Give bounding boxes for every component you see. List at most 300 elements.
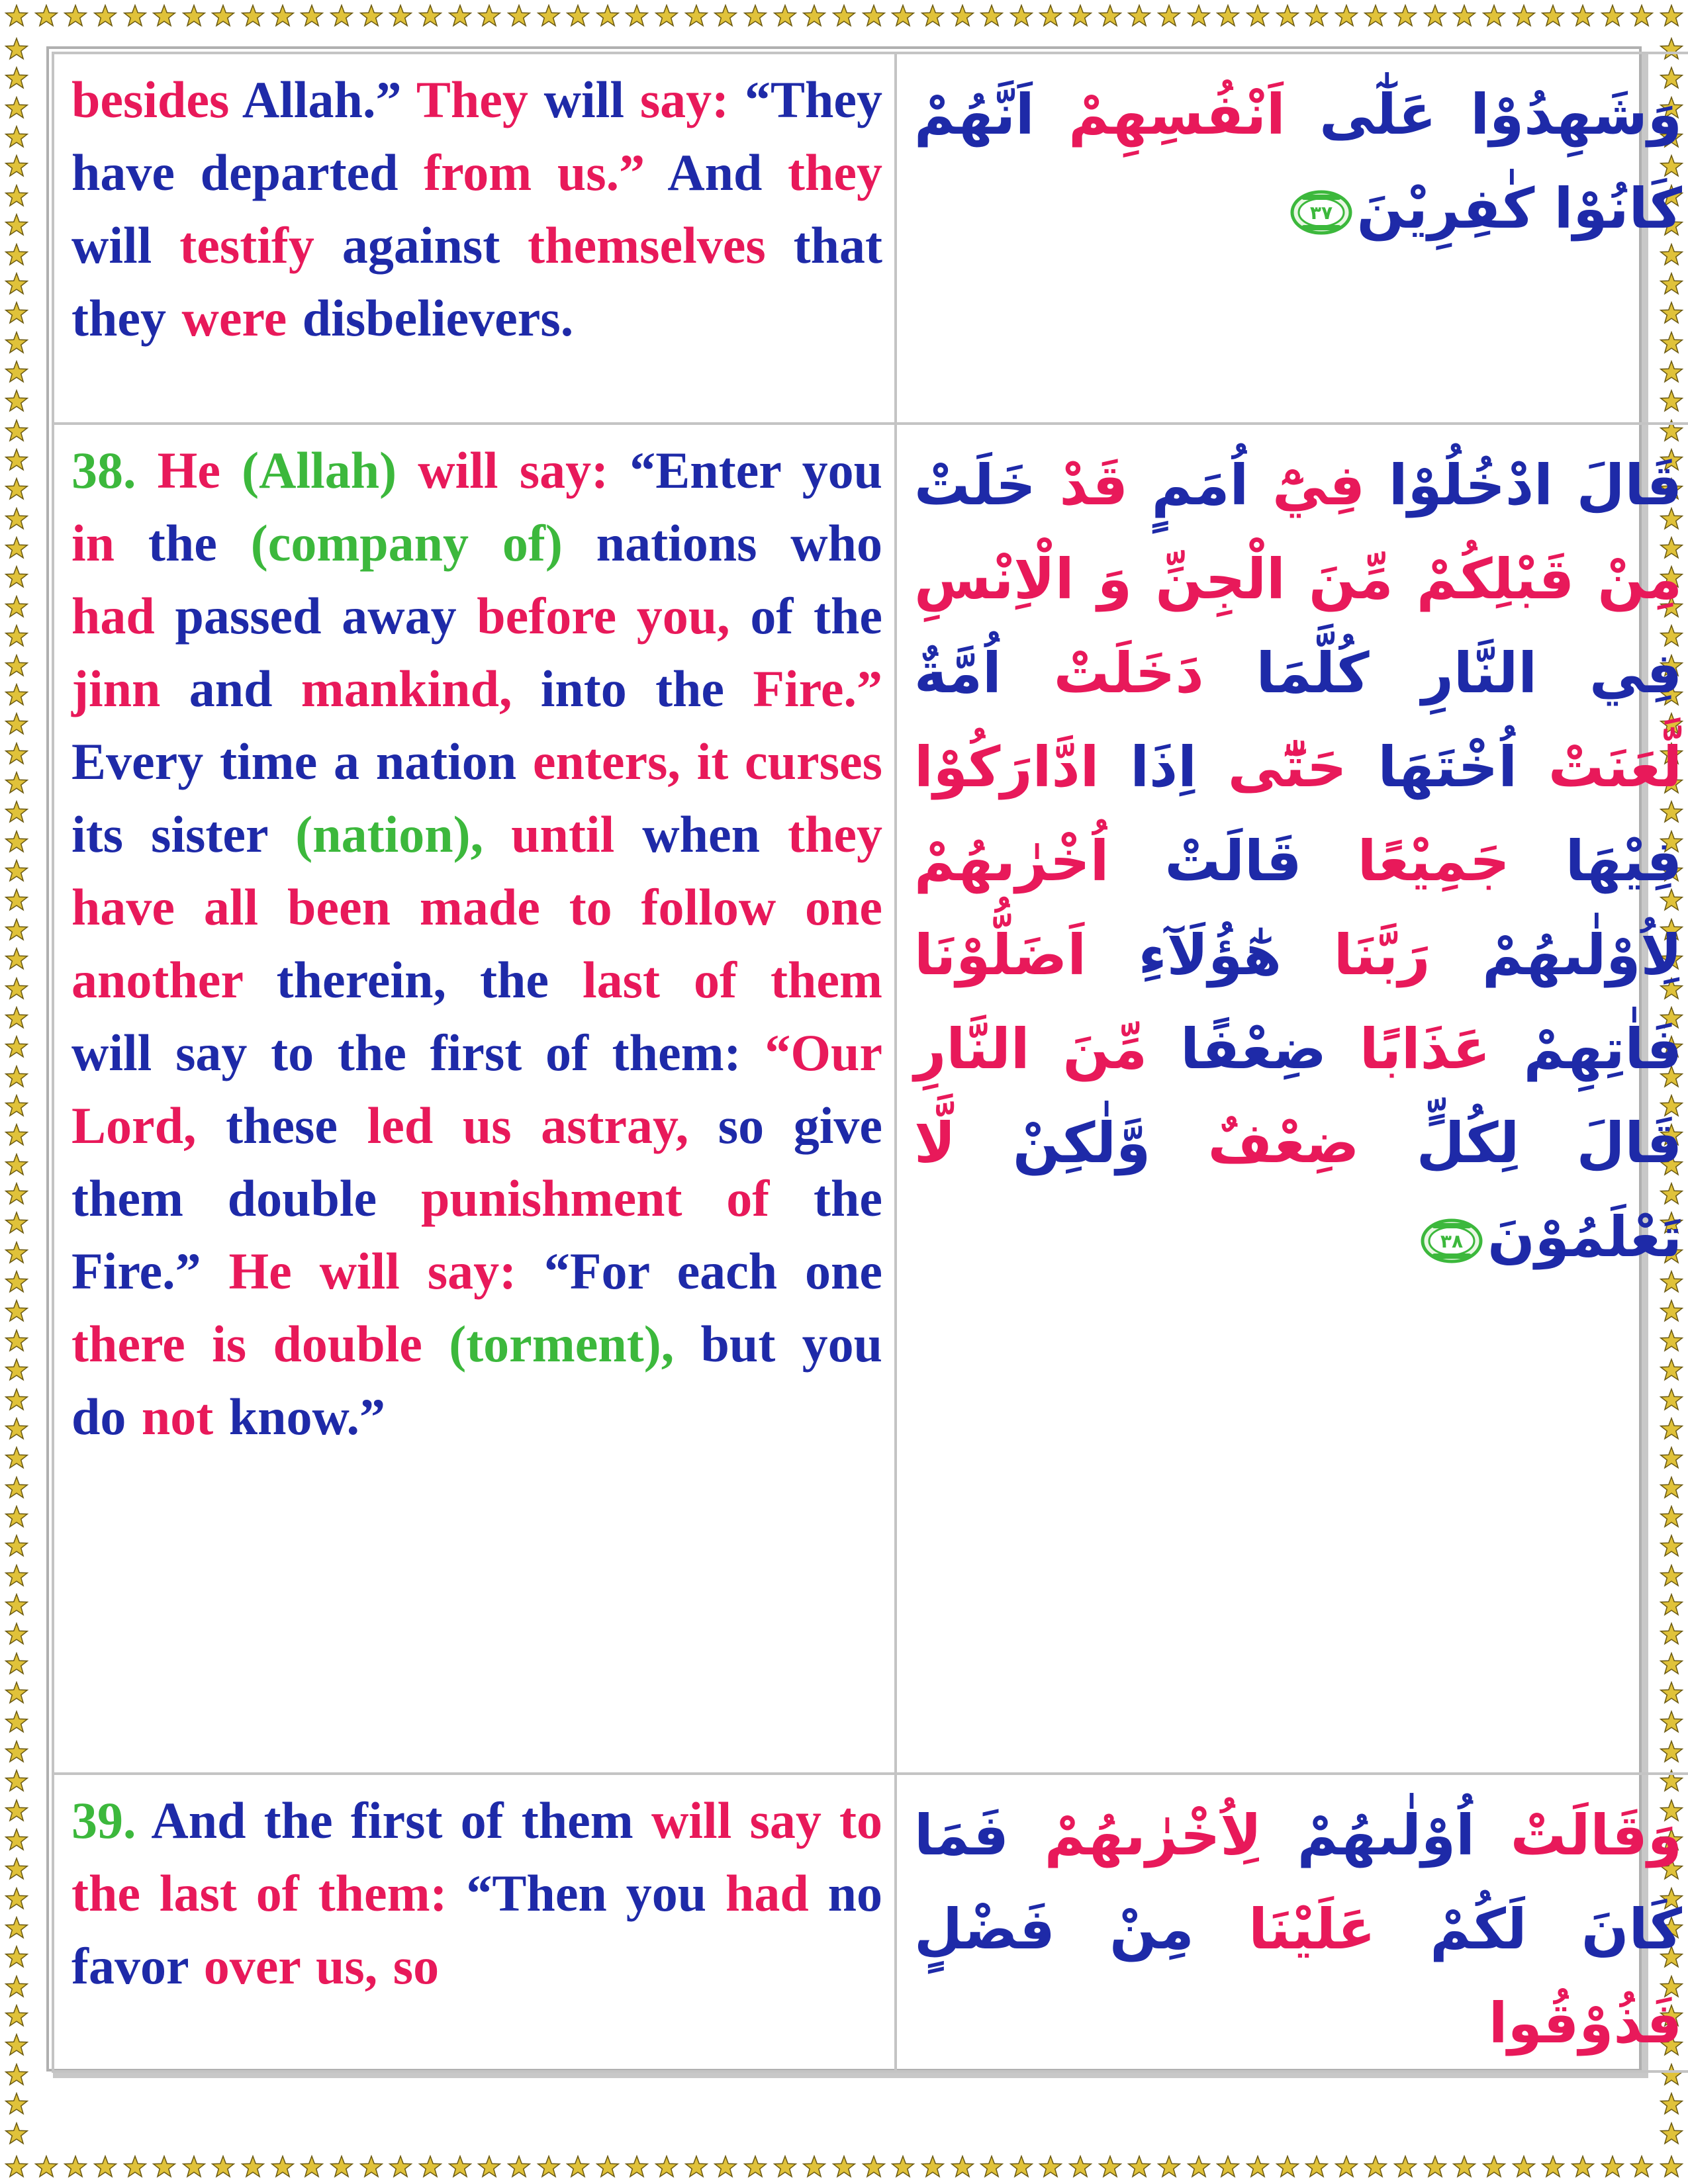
star-icon (359, 4, 384, 29)
arabic-segment: وَّلٰكِنْ (955, 1111, 1151, 1175)
english-segment: jinn (71, 660, 161, 717)
arabic-segment: اَنْفُسِهِمْ (1068, 82, 1286, 147)
star-icon (1570, 4, 1595, 29)
arabic-segment: كَانُوْا (1534, 176, 1682, 241)
star-icon (1304, 4, 1329, 29)
arabic-segment: فَمَا كَانَ (914, 1803, 1682, 1962)
english-segment: They (416, 71, 528, 128)
star-icon (1423, 4, 1448, 29)
star-icon (743, 4, 768, 29)
english-segment: “They have departed (71, 71, 883, 201)
star-icon (4, 1065, 29, 1090)
star-icon (4, 184, 29, 209)
english-segment: Allah.” (229, 71, 416, 128)
star-icon (4, 1270, 29, 1295)
star-icon (1186, 4, 1211, 29)
english-segment: there is double (71, 1315, 449, 1373)
star-icon (4, 536, 29, 561)
english-segment: besides (71, 71, 230, 128)
star-icon (1009, 2155, 1034, 2180)
star-icon (920, 4, 945, 29)
arabic-text (914, 1788, 1682, 2070)
star-icon (4, 565, 29, 590)
star-icon (122, 2155, 148, 2180)
star-icon (1127, 2155, 1152, 2180)
star-icon (1156, 4, 1182, 29)
english-segment: themselves (528, 216, 766, 274)
arabic-segment: مِنْ قَبْلِكُمْ (1416, 547, 1682, 612)
star-icon (152, 2155, 177, 2180)
star-icon (1215, 2155, 1241, 2180)
english-segment: will say: (291, 1242, 517, 1300)
star-icon (4, 1887, 29, 1912)
arabic-segment: وَقَالَتْ (1474, 1803, 1682, 1868)
arabic-segment: فِيْهَا (1509, 829, 1683, 893)
star-icon (1511, 4, 1536, 29)
star-icon (595, 2155, 620, 2180)
star-icon (63, 2155, 88, 2180)
verse-number: ۳۷ (1309, 202, 1333, 224)
arabic-segment: اَضَلُّوْنَا (914, 923, 1086, 987)
arabic-segment: اُخْرٰىهُمْ (914, 829, 1109, 893)
star-icon (624, 4, 649, 29)
english-segment: will say to the first of them: (71, 1024, 765, 1081)
star-icon (979, 4, 1004, 29)
star-icon (1009, 4, 1034, 29)
english-cell (53, 1774, 896, 2071)
english-translation (71, 434, 882, 1453)
star-icon (4, 654, 29, 679)
star-icon (4, 1769, 29, 1794)
english-segment: He (228, 1242, 292, 1300)
star-icon (773, 2155, 798, 2180)
star-icon (713, 4, 738, 29)
verse-number-marker (1289, 189, 1353, 236)
arabic-segment: كٰفِرِيْنَ (1356, 176, 1535, 241)
star-icon (4, 125, 29, 150)
english-segment: Fire.” (753, 660, 883, 717)
english-segment: will (71, 216, 180, 274)
star-icon (1423, 2155, 1448, 2180)
star-icon (299, 2155, 324, 2180)
english-segment: so give them double (71, 1097, 882, 1227)
english-segment: will say: (397, 441, 630, 499)
star-icon (4, 1358, 29, 1383)
star-icon (713, 2155, 738, 2180)
star-icon (4, 1476, 29, 1501)
arabic-segment: رَبَّنَا (1333, 923, 1430, 987)
star-icon (240, 2155, 265, 2180)
star-icon (1304, 2155, 1329, 2180)
english-segment: (torment), (449, 1315, 675, 1373)
arabic-segment: عَلٰٓى (1285, 82, 1471, 147)
star-icon (802, 4, 827, 29)
english-segment: 39. (71, 1792, 136, 1849)
star-icon (4, 1241, 29, 1266)
star-icon (743, 2155, 768, 2180)
star-icon (4, 301, 29, 326)
star-icon (4, 243, 29, 268)
star-icon (4, 272, 29, 297)
verse-number: ۳۸ (1440, 1230, 1464, 1253)
star-icon (1215, 4, 1241, 29)
star-icon (4, 2155, 29, 2180)
star-icon (240, 4, 265, 29)
arabic-segment: لِاُوْلٰىهُمْ (1430, 923, 1682, 987)
star-icon (211, 2155, 236, 2180)
english-segment: these (196, 1097, 367, 1154)
english-segment: the Fire.” (71, 1169, 882, 1300)
star-icon (4, 360, 29, 385)
arabic-cell (896, 1774, 1688, 2071)
star-icon (4, 683, 29, 708)
star-icon (4, 2092, 29, 2117)
star-icon (4, 1564, 29, 1589)
star-icon (1659, 4, 1684, 29)
arabic-text (914, 68, 1682, 255)
arabic-segment: تَعْلَمُوْنَ (1487, 1205, 1682, 1269)
star-icon (4, 66, 29, 91)
english-segment: will (651, 1792, 732, 1849)
english-segment: (company of) (250, 514, 563, 572)
english-segment: And (645, 144, 788, 201)
star-icon (1393, 2155, 1418, 2180)
star-icon (1540, 2155, 1566, 2180)
english-segment: before you, (477, 587, 730, 645)
star-icon (1659, 2155, 1684, 2180)
english-segment: over us, (203, 1937, 378, 1995)
english-segment: into the (512, 660, 753, 717)
star-icon (506, 4, 532, 29)
star-icon (4, 1446, 29, 1471)
star-icon (920, 2155, 945, 2180)
verse-row-38 (53, 424, 1688, 1774)
english-segment: and (160, 660, 301, 717)
english-segment: from us.” (424, 144, 645, 201)
verse-number-marker (1420, 1218, 1483, 1264)
star-icon (4, 742, 29, 767)
star-icon (1600, 4, 1625, 29)
arabic-segment: اُمَّةٌ (914, 641, 1054, 705)
star-icon (1038, 4, 1063, 29)
english-segment: therein, the (242, 951, 583, 1009)
english-segment: all been made to follow one (175, 878, 882, 936)
star-icon (1156, 2155, 1182, 2180)
star-icon (4, 507, 29, 532)
star-icon (4, 977, 29, 1002)
star-icon (1334, 4, 1359, 29)
english-segment: had (725, 1864, 809, 1922)
star-icon (4, 1916, 29, 1941)
star-icon (565, 4, 590, 29)
star-icon (34, 2155, 59, 2180)
arabic-cell (896, 424, 1688, 1774)
english-segment: Every time a nation (71, 733, 533, 790)
arabic-segment: قَالَ ادْخُلُوْا (1365, 453, 1682, 518)
english-segment: the (71, 1864, 160, 1922)
arabic-segment: لِاُخْرٰىهُمْ (1044, 1803, 1262, 1868)
arabic-segment: عَلَيْنَا (1248, 1897, 1376, 1962)
star-icon (63, 4, 88, 29)
arabic-segment: قَالَ (1519, 1111, 1683, 1175)
star-icon (684, 2155, 709, 2180)
english-segment: they (788, 144, 882, 201)
star-icon (4, 1388, 29, 1413)
star-icon (181, 4, 207, 29)
star-icon (536, 2155, 561, 2180)
english-segment: it curses (680, 733, 882, 790)
english-cell (53, 53, 896, 424)
english-segment: its sister (71, 805, 296, 863)
english-translation (71, 64, 882, 355)
star-icon (1068, 2155, 1093, 2180)
english-segment: the (115, 514, 251, 572)
star-icon (1363, 4, 1388, 29)
star-border-bottom (0, 2151, 1688, 2184)
star-icon (1245, 2155, 1270, 2180)
arabic-segment: وَشَهِدُوْا (1470, 82, 1682, 147)
star-icon (624, 2155, 649, 2180)
star-border-top (0, 0, 1688, 33)
star-icon (861, 4, 886, 29)
star-icon (388, 2155, 413, 2180)
arabic-segment: مِّنَ الْجِنِّ (1155, 547, 1417, 612)
star-icon (211, 4, 236, 29)
star-icon (4, 1857, 29, 1882)
star-icon (4, 1740, 29, 1765)
star-icon (93, 4, 118, 29)
star-icon (565, 2155, 590, 2180)
arabic-segment: اَنَّهُمْ (914, 82, 1069, 147)
star-icon (1481, 4, 1507, 29)
star-icon (1245, 4, 1270, 29)
english-translation (71, 1784, 882, 2003)
star-icon (1659, 2092, 1684, 2117)
star-icon (4, 1945, 29, 1970)
star-icon (4, 947, 29, 972)
star-icon (4, 1006, 29, 1031)
star-icon (4, 888, 29, 913)
star-icon (979, 2155, 1004, 2180)
star-icon (4, 800, 29, 825)
star-icon (418, 4, 443, 29)
english-segment: “Enter you (630, 441, 882, 499)
english-segment: say: (639, 71, 729, 128)
arabic-segment: وَ الْاِنْسِ (914, 547, 1156, 612)
star-icon (4, 154, 29, 179)
star-icon (1068, 4, 1093, 29)
english-segment: when (642, 805, 788, 863)
star-icon (1098, 4, 1123, 29)
english-segment: He (136, 441, 242, 499)
star-icon (4, 1828, 29, 1853)
star-icon (1540, 4, 1566, 29)
arabic-segment: كُلَّمَا (1203, 641, 1422, 705)
star-icon (447, 4, 473, 29)
english-segment: last of them: (159, 1864, 447, 1922)
arabic-segment: ادَّارَكُوْا (914, 735, 1100, 799)
star-icon (181, 2155, 207, 2180)
star-icon (1038, 2155, 1063, 2180)
star-icon (4, 595, 29, 620)
star-icon (831, 2155, 857, 2180)
star-icon (4, 4, 29, 29)
verse-row-37 (53, 53, 1688, 424)
english-segment: (Allah) (242, 441, 397, 499)
star-icon (1659, 2122, 1684, 2147)
english-segment: say (731, 1792, 840, 1849)
star-icon (4, 2033, 29, 2058)
arabic-text (914, 438, 1682, 1284)
arabic-segment: اُمَمٍ (1127, 453, 1273, 518)
star-icon (4, 1710, 29, 1735)
arabic-segment: لَكُمْ (1375, 1897, 1527, 1962)
star-icon (1452, 2155, 1477, 2180)
star-icon (773, 4, 798, 29)
star-icon (4, 2063, 29, 2088)
star-icon (4, 624, 29, 649)
star-icon (684, 4, 709, 29)
star-icon (890, 2155, 915, 2180)
english-segment: will (528, 71, 640, 128)
star-icon (4, 96, 29, 121)
arabic-segment: ضِعْفًا (1147, 1017, 1360, 1081)
star-icon (4, 389, 29, 414)
english-segment: (nation), (295, 805, 484, 863)
star-icon (4, 771, 29, 796)
arabic-segment: مِنْ فَضْلٍ (914, 1897, 1249, 1962)
star-icon (4, 830, 29, 855)
star-icon (4, 2004, 29, 2029)
star-icon (122, 4, 148, 29)
arabic-segment: فِي النَّارِ (1421, 641, 1682, 705)
star-icon (861, 2155, 886, 2180)
arabic-segment: جَمِيْعًا (1357, 829, 1510, 893)
arabic-segment: دَخَلَتْ (1053, 641, 1204, 705)
star-icon (4, 1622, 29, 1647)
star-icon (950, 4, 975, 29)
star-icon (802, 2155, 827, 2180)
arabic-segment: لَّا (914, 1111, 956, 1175)
english-segment: to (839, 1792, 883, 1849)
english-segment: of the (729, 587, 883, 645)
english-segment: not (141, 1388, 214, 1445)
english-segment: in (71, 514, 115, 572)
star-icon (890, 4, 915, 29)
english-segment: testify (179, 216, 314, 274)
star-icon (1275, 4, 1300, 29)
star-icon (388, 4, 413, 29)
star-icon (4, 1534, 29, 1559)
star-icon (4, 859, 29, 884)
star-icon (1511, 2155, 1536, 2180)
star-icon (1629, 2155, 1654, 2180)
star-icon (4, 1211, 29, 1236)
star-icon (1570, 2155, 1595, 2180)
arabic-segment: ضِعْفٌ (1150, 1111, 1417, 1175)
star-icon (4, 213, 29, 238)
star-border-left (0, 33, 33, 2151)
star-icon (329, 4, 354, 29)
verse-table (52, 52, 1688, 2073)
english-segment: were (181, 289, 287, 347)
arabic-segment: خَلَتْ (914, 453, 1060, 518)
arabic-segment: فِيْٓ (1272, 453, 1366, 518)
star-icon (4, 1681, 29, 1706)
english-segment: they have (71, 805, 883, 936)
english-segment: led us astray, (367, 1097, 689, 1154)
arabic-segment: لَّعَنَتْ (1548, 735, 1683, 799)
star-icon (270, 2155, 295, 2180)
star-icon (4, 419, 29, 444)
arabic-segment: هٰٓؤُلَآءِ (1086, 923, 1334, 987)
star-icon (4, 1182, 29, 1207)
english-segment: that they (71, 216, 882, 347)
star-icon (4, 331, 29, 356)
english-segment: mankind, (301, 660, 512, 717)
star-icon (447, 2155, 473, 2180)
english-segment: enters, (532, 733, 680, 790)
star-icon (418, 2155, 443, 2180)
star-icon (1334, 2155, 1359, 2180)
star-icon (4, 448, 29, 473)
star-icon (1452, 4, 1477, 29)
english-segment: 38. (71, 441, 136, 499)
star-icon (152, 4, 177, 29)
arabic-segment: اُخْتَهَا (1378, 735, 1548, 799)
star-icon (506, 2155, 532, 2180)
english-segment: And the first of them (136, 1792, 651, 1849)
star-icon (1275, 2155, 1300, 2180)
english-segment: so (377, 1937, 440, 1995)
star-icon (4, 1593, 29, 1618)
english-segment: last of them (583, 951, 882, 1009)
arabic-segment: مِّنَ النَّارِ (914, 1017, 1148, 1081)
star-icon (4, 37, 29, 62)
star-icon (831, 4, 857, 29)
star-icon (1393, 4, 1418, 29)
arabic-segment: قَالَتْ (1109, 829, 1358, 893)
star-icon (359, 2155, 384, 2180)
english-segment: “Then you (447, 1864, 726, 1922)
star-icon (4, 477, 29, 502)
english-segment: nations who (562, 514, 882, 572)
star-icon (329, 2155, 354, 2180)
arabic-segment: قَدْ (1059, 453, 1128, 518)
arabic-cell (896, 53, 1688, 424)
star-icon (4, 1123, 29, 1148)
star-icon (299, 4, 324, 29)
star-icon (4, 1094, 29, 1119)
star-icon (1481, 2155, 1507, 2180)
arabic-segment: لِكُلٍّ (1416, 1111, 1520, 1175)
english-segment: another (71, 951, 243, 1009)
star-icon (34, 4, 59, 29)
english-segment: disbelievers. (287, 289, 574, 347)
star-icon (270, 4, 295, 29)
star-icon (4, 2122, 29, 2147)
star-icon (4, 1329, 29, 1354)
star-icon (4, 712, 29, 737)
star-icon (950, 2155, 975, 2180)
star-icon (4, 1975, 29, 2000)
star-icon (654, 4, 679, 29)
english-segment: until (483, 805, 643, 863)
star-icon (1600, 2155, 1625, 2180)
star-icon (1186, 2155, 1211, 2180)
star-icon (1363, 2155, 1388, 2180)
english-cell (53, 424, 896, 1774)
